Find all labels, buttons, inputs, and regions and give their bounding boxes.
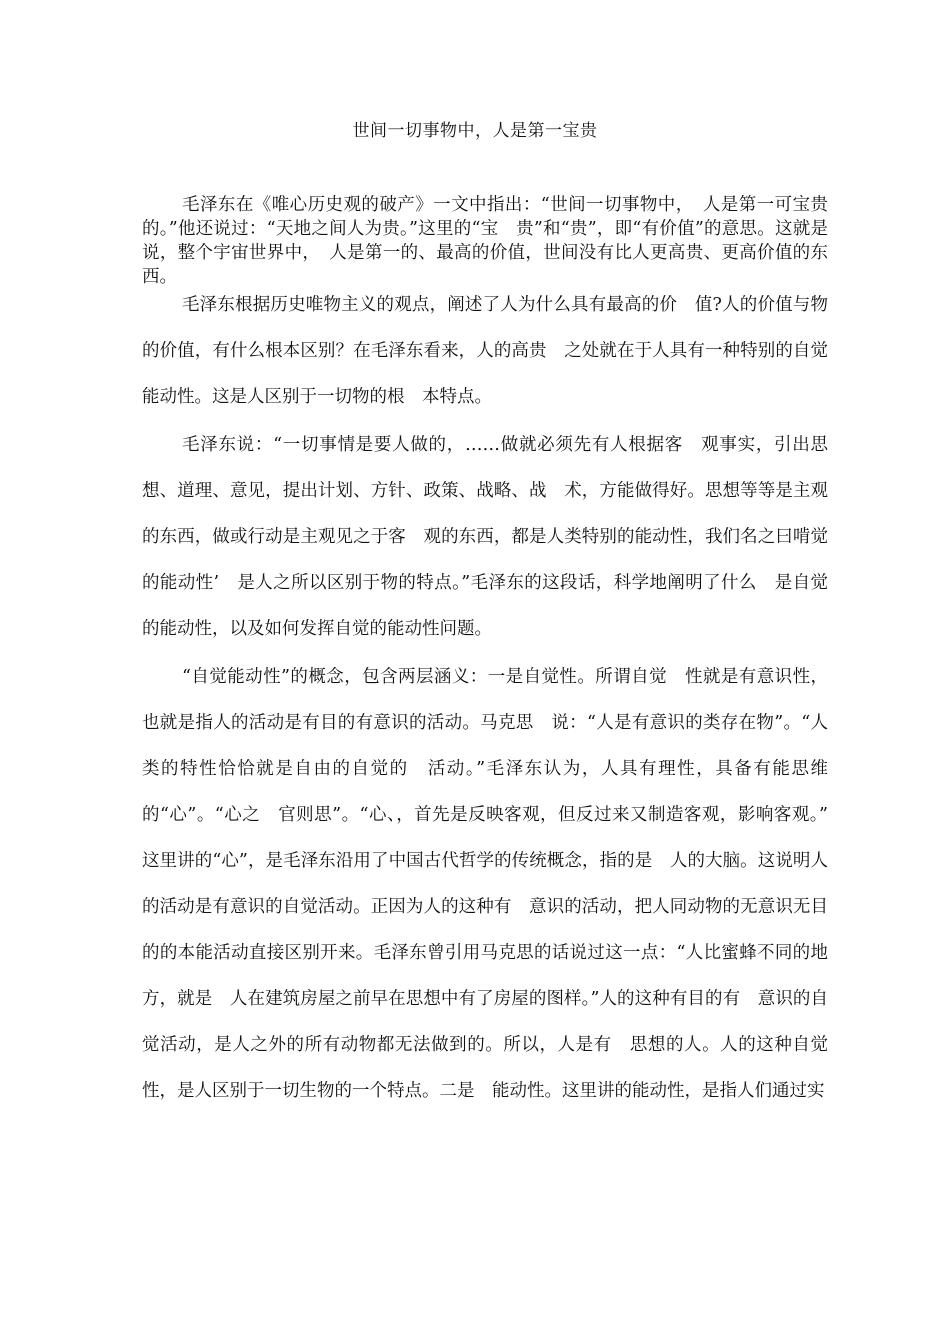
paragraph-4: “自觉能动性”的概念，包含两层涵义：一是自觉性。所谓自觉 性就是有意识性，也就是指人的活动是有目的有意识的活动。马克思 说：“人是有意识的类存在物”。“人类的特性恰恰就是自由的自觉的 活动。”毛泽东认为，人具有理性，具备有能思维的“心”。“心之 官则思”。“心、，首先是反映客观，但反过来又制造客观，影响客观。” 这里讲的“心”，是毛泽东沿用了中国古代哲学的传统概念，指的是 人的大脑。这说明人的活动是有意识的自觉活动。正因为人的这种有 意识的活动，把人同动物的无意识无目的的本能活动直接区别开来。毛泽东曾引用马克思的话说过这一点：“人比蜜蜂不同的地方，就是 人在建筑房屋之前早在思想中有了房屋的图样。”人的这种有目的有 意识的自觉活动，是人之外的所有动物都无法做到的。所以，人是有 思想的人。人的这种自觉性，是人区别于一切生物的一个特点。二是 能动性。这里讲的能动性，是指人们通过实 — [142, 667, 846, 1101]
paragraph-2: 毛泽东根据历史唯物主义的观点，阐述了人为什么具有最高的价 值?人的价值与物的价值，有什么根本区别？在毛泽东看来，人的高贵 之处就在于人具有一种特别的自觉能动性。这是人区别于一切物的根 本特点。 — [142, 295, 828, 407]
body-text — [142, 282, 846, 1114]
document-title: 世间一切事物中，人是第一宝贵 — [352, 121, 598, 141]
paragraph-3: 毛泽东说：“一切事情是要人做的，……做就必须先有人根据客 观事实，引出思想、道理、意见，提出计划、方针、政策、战略、战 术，方能做得好。思想等等是主观的东西，做或行动是主观见之于客 观的东西，都是人类特别的能动性，我们名之曰啃觉的能动性’ 是人之所以区别于物的特点。”毛泽东的这段话，科学地阐明了什么 是自觉的能动性，以及如何发挥自觉的能动性问题。 — [142, 435, 828, 639]
paragraph-1: 毛泽东在《唯心历史观的破产》一文中指出：“世间一切事物中， 人是第一可宝贵的。”他还说过：“天地之间人为贵。”这里的“宝 贵”和“贵”，即“有价值”的意思。这就是说，整个宇宙世界中， 人是第一的、最高的价值，世间没有比人更高贵、更高价值的东西。 — [142, 194, 828, 287]
